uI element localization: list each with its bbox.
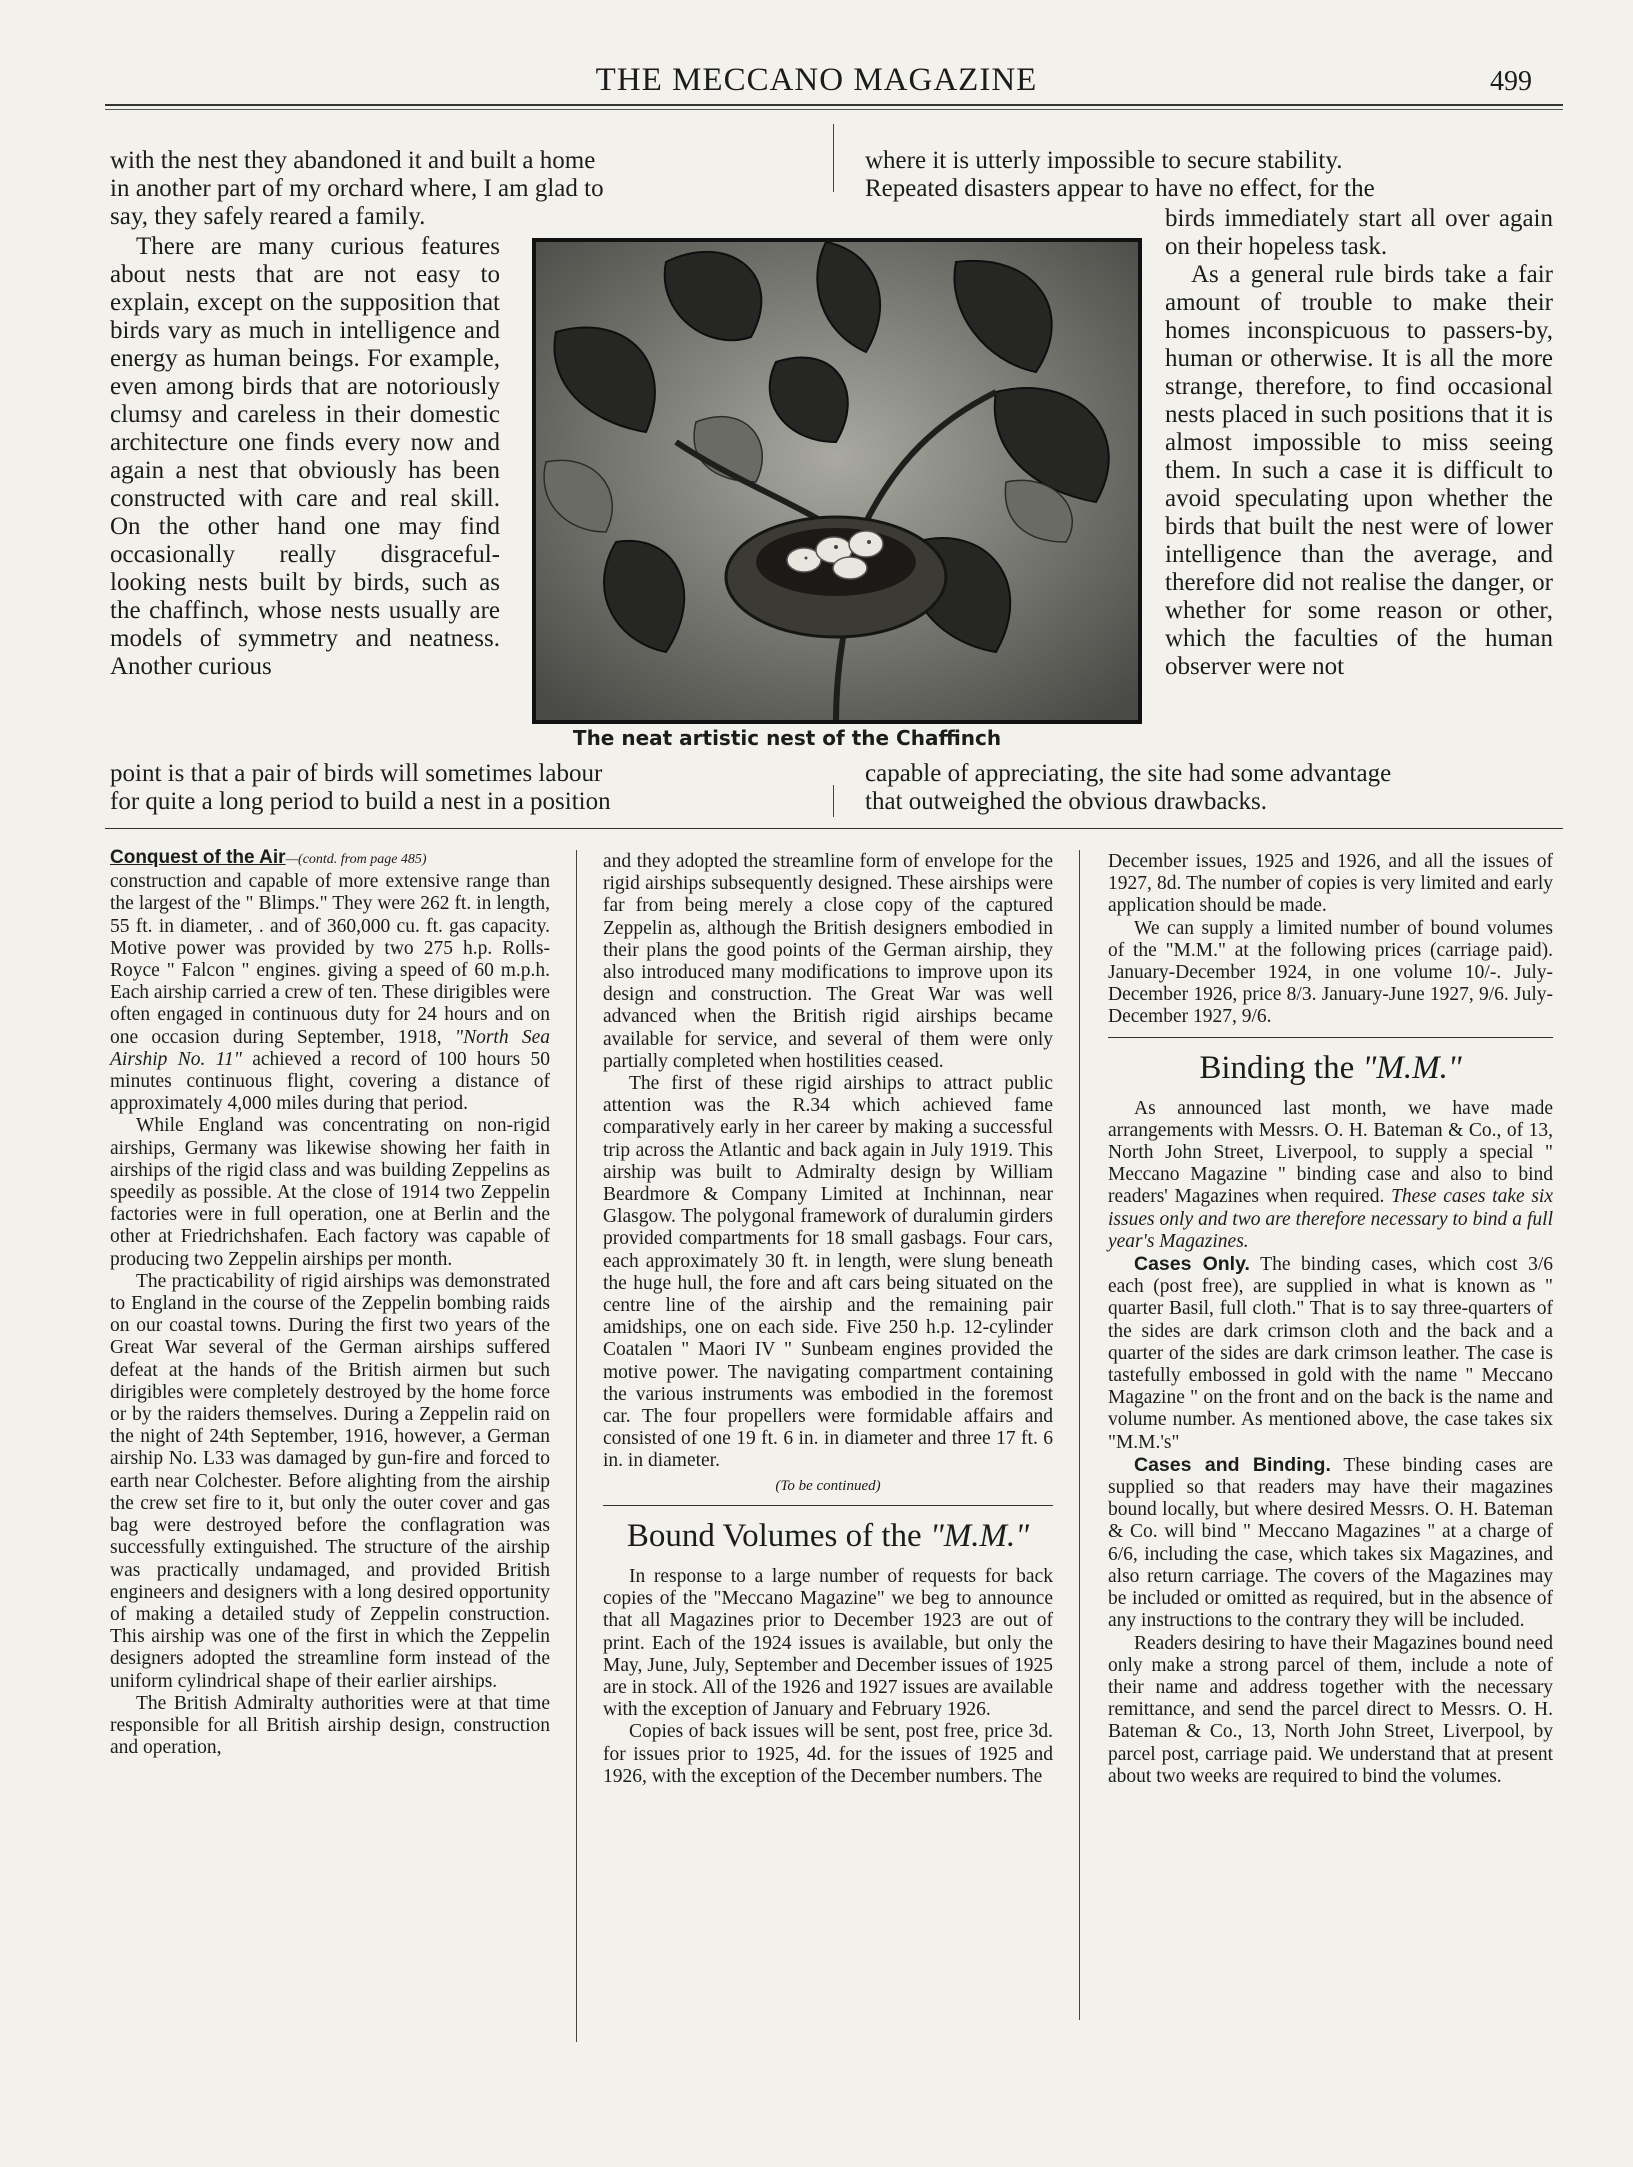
section-rule [105,828,1563,829]
column-divider [833,785,834,817]
article-left-column [110,233,500,681]
conquest-heading: Conquest of the Air [110,847,286,868]
conquest-column-2 [603,851,1053,1788]
run-in-heading: Cases and Binding. [1134,1453,1331,1476]
paragraph-text: construction and capable of more extensive range than the largest of the " Blimps." They were 262 ft. in length, 55 ft. in diameter, . and of 360,000 cu. ft. gas capacity. Motive power was provided by two 275 h.p. Rolls-Royce " Falcon " engines. giving a speed of 60 m.p.h. Each airship carried a crew of ten. These dirigibles were often engaged in continuous duty for 24 hours and on one occasion during September, 1918, [110,871,550,1048]
to-be-continued: (To be continued) [775,1477,881,1494]
nest-illustration [536,242,1138,720]
text-line: where it is utterly impossible to secure stability. [865,147,1343,174]
bound-volumes-heading [603,1516,1053,1556]
section-rule [1108,1037,1553,1038]
page-number: 499 [1490,66,1532,97]
text-line: in another part of my orchard where, I am glad to [110,175,604,202]
article-closing-left [110,760,800,816]
header-rule-thin [105,109,1563,110]
section-rule [603,1505,1053,1506]
article-paragraph: birds immediately start all over again on their hopeless task. [1165,205,1553,260]
article-paragraph: As a general rule birds take a fair amount of trouble to make their homes inconspicuous to passers-by, human or otherwise. It is all the more strange, therefore, to find occasional nests placed in such positions that it is almost impossible to miss seeing them. In such a case it is difficult to avoid speculating upon whether the birds that built the nest were of lower intelligence than the average, and therefore did not realise the danger, or whether for some reason or other, which the faculties of the human observer were not [1165,261,1553,680]
text-line: for quite a long period to build a nest in a position [110,788,611,815]
paragraph-text: As announced last month, we have made arrangements with Messrs. O. H. Bateman & Co., of 13, North John Street, Liverpool, to supply a special " Meccano Magazine " binding case and also to bind readers' Magazines when required. [1108,1097,1553,1208]
article-right-column [1165,205,1553,681]
article-paragraph: Copies of back issues will be sent, post free, price 3d. for issues prior to 1925, 4d. for the issues of 1925 and 1926, with the exception of the December numbers. The [603,1721,1053,1787]
article-paragraph: The first of these rigid airships to attract public attention was the R.34 which achieved fame comparatively early in her career by making a successful trip across the Atlantic and back again in July 1919. This airship was built to Admiralty design by William Beardmore & Company Limited at Inchinnan, near Glasgow. The polygonal framework of duralumin girders provided compartments for 18 small gasbags. Four cars, each approximately 30 ft. in length, were slung beneath the huge hull, the fore and aft cars being situated on the centre line of the airship and the remaining pair amidships, one on each side. Five 250 h.p. 12-cylinder Coatalen " Maori IV " Sunbeam engines provided the motive power. The navigating compartment containing the various instruments was embodied in the foremost car. The four propellers were formidable affairs and consisted of one 19 ft. 6 in. in diameter and three 17 ft. 6 in. in diameter. [603,1073,1053,1472]
header-rule [105,104,1563,106]
column-divider [833,124,834,192]
heading-text: Bound Volumes of the [626,1517,930,1554]
article-opening-left [110,147,800,231]
photo-caption: The neat artistic nest of the Chaffinch [572,726,1002,750]
magazine-title: THE MECCANO MAGAZINE [595,62,1038,98]
column-divider [1079,850,1080,2020]
heading-italic: "M.M." [1362,1049,1462,1086]
article-paragraph: While England was concentrating on non-rigid airships, Germany was likewise showing her faith in airships of the rigid class and was building Zeppelins as speedily as possible. At the close of 1914 two Zeppelin factories were in full operation, one at Berlin and the other at Friedrichshafen. Each factory was capable of producing two Zeppelin airships per month. [110,1115,550,1270]
chaffinch-nest-photo [532,238,1142,724]
binding-column [1108,851,1553,1788]
article-paragraph: The practicability of rigid airships was demonstrated to England in the course of the Zeppelin bombing raids on our coastal towns. During the first two years of the Great War several of the German airships suffered defeat at the hands of the British airmen but such dirigibles were completely destroyed by the home force or by the raiders themselves. During a Zeppelin raid on the night of 24th September, 1916, however, a German airship No. L33 was damaged by gun-fire and forced to earth near Colchester. Before alighting from the airship the crew set fire to it, but only the outer cover and gas bag were destroyed before the conflagration was successfully extinguished. The structure of the airship was practically undamaged, and provided British engineers and designers with a long desired opportunity of making a detailed study of Zeppelin construction. This airship was one of the first in which the Zeppelin designers adopted the streamline form instead of the uniform cylindrical shape of their earlier airships. [110,1270,550,1692]
article-paragraph: There are many curious features about nests that are not easy to explain, except on the supposition that birds vary as much in intelligence and energy as human beings. For example, even among birds that are notoriously clumsy and careless in their domestic architecture one finds every now and again a nest that obviously has been constructed with care and real skill. On the other hand one may find occasionally really disgraceful-looking nests built by birds, such as the chaffinch, whose nests usually are models of symmetry and neatness. Another curious [110,233,500,680]
run-in-heading: Cases Only. [1134,1253,1250,1276]
contd-note: —(contd. from page 485) [285,852,427,867]
article-paragraph: We can supply a limited number of bound volumes of the "M.M." at the following prices (carriage paid). January-December 1924, in one volume 10/-. July-December 1926, price 8/3. January-June 1927, 9/6. July-December 1927, 9/6. [1108,917,1553,1028]
article-closing-right [865,760,1553,816]
paragraph-text: These binding cases are supplied so that readers may have their magazines bound locally, but where desired Messrs. O. H. Bateman & Co. will bind " Meccano Magazines " at a charge of 6/6, including the case, which takes six Magazines, and also return carriage. The covers of the Magazines may be included or omitted as required, but in the absence of any instructions to the contrary they will be included. [1108,1454,1554,1632]
text-line: that outweighed the obvious drawbacks. [865,788,1267,815]
article-paragraph [1108,1454,1553,1633]
paragraph-text: The binding cases, which cost 3/6 each (post free), are supplied in what is known as " quarter Basil, full cloth." That is to say three-quarters of the sides are dark crimson cloth and the back and a quarter of the sides are dark crimson leather. The case is tastefully embossed in gold with the name " Meccano Magazine " on the front and on the back is the name and volume number. As mentioned above, the case takes six "M.M.'s" [1108,1254,1553,1453]
heading-text: Binding the [1199,1049,1363,1086]
text-line: say, they safely reared a family. [110,203,426,230]
column-divider [576,850,577,2042]
article-opening-right [865,147,1553,203]
article-paragraph: and they adopted the streamline form of envelope for the rigid airships subsequently designed. These airships were far from being merely a close copy of the captured Zeppelin as, although the British designers embodied in their plans the good points of the German airship, they also introduced many modifications to improve upon its design and construction. The Great War was well advanced when the British rigid airships became available for service, and several of them were only partially completed when hostilities ceased. [603,851,1053,1072]
article-paragraph: December issues, 1925 and 1926, and all the issues of 1927, 8d. The number of copies is very limited and early application should be made. [1108,851,1553,917]
article-paragraph [1108,1098,1553,1253]
article-paragraph: Readers desiring to have their Magazines bound need only make a strong parcel of them, include a note of their name and address together with the necessary remittance, and send the parcel direct to Messrs. O. H. Bateman & Co., 13, North John Street, Liverpool, by parcel post, carriage paid. We understand that at present about two weeks are required to bind the volumes. [1108,1632,1553,1787]
airship-name: "North Sea Airship No. 11" [110,1026,550,1070]
article-paragraph: In response to a large number of requests for back copies of the "Meccano Magazine" we beg to announce that all Magazines prior to December 1923 are out of print. Each of the 1924 issues is available, but only the May, June, July, September and December issues of 1925 are in stock. All of the 1926 and 1927 issues are available with the exception of January and February 1926. [603,1565,1053,1721]
heading-italic: "M.M." [929,1517,1030,1554]
article-paragraph: The British Admiralty authorities were at that time responsible for all British airship design, construction and operation, [110,1692,550,1759]
paragraph-text: achieved a record of 100 hours 50 minutes continuous flight, covering a distance of approximately 4,000 miles during that period. [110,1048,551,1115]
conquest-column-1 [110,847,550,1759]
text-line: with the nest they abandoned it and built a home [110,147,596,174]
text-line: Repeated disasters appear to have no effect, for the [865,175,1375,202]
article-paragraph [110,871,550,1115]
text-line: point is that a pair of birds will sometimes labour [110,760,603,787]
paragraph-italic: These cases take six issues only and two are therefore necessary to bind a full year's Magazines. [1108,1186,1553,1252]
binding-heading [1108,1048,1553,1088]
article-paragraph [1108,1253,1553,1454]
text-line: capable of appreciating, the site had some advantage [865,760,1392,787]
